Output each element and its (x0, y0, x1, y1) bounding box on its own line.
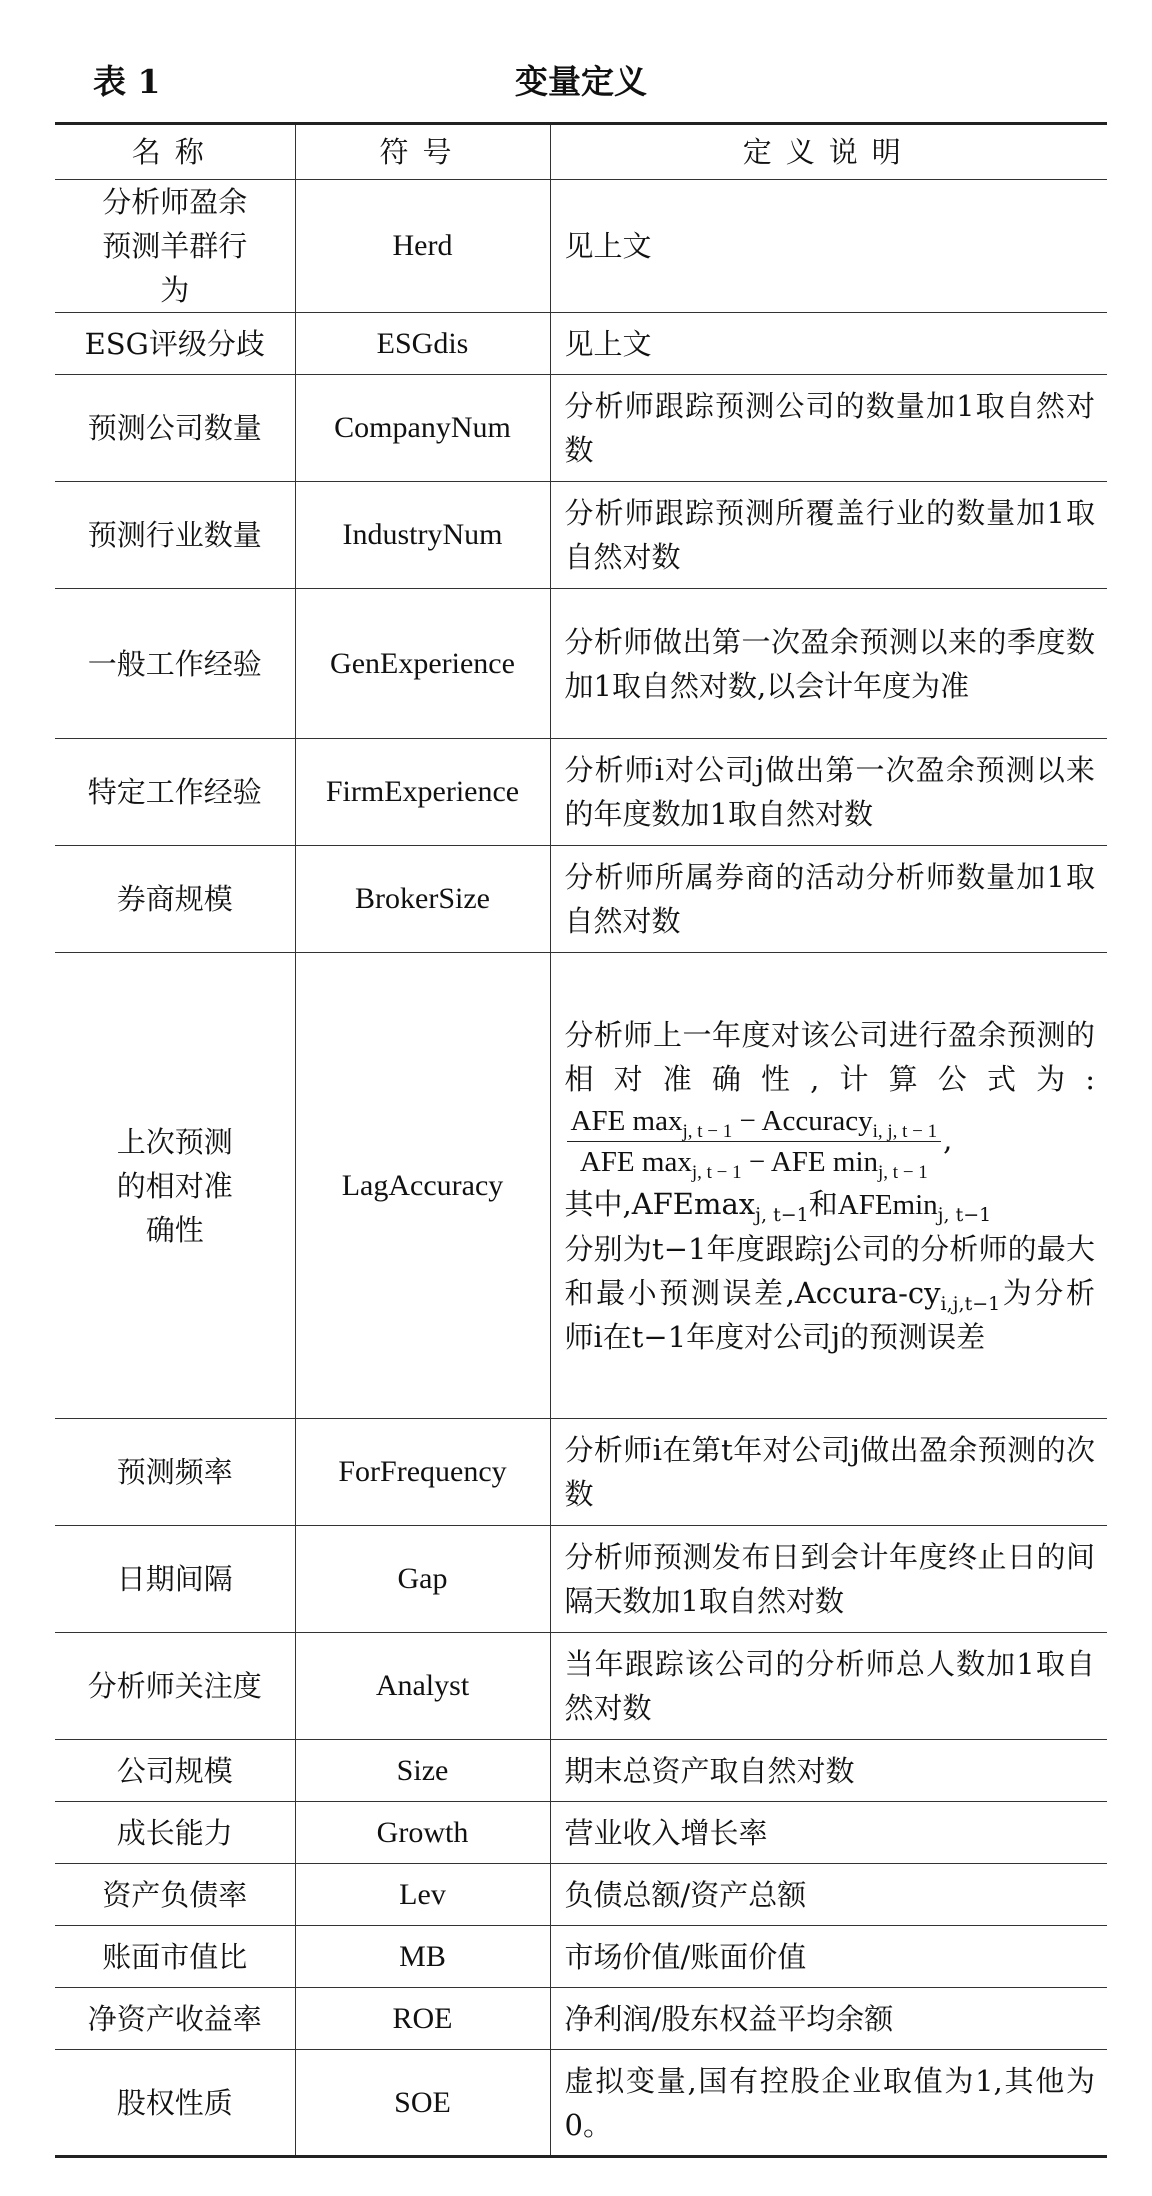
row-symbol: Gap (295, 1526, 550, 1633)
table-row (55, 375, 1107, 482)
formula-denominator (567, 1142, 942, 1182)
formula-term: − Accuracy (732, 1104, 873, 1137)
row-name: ESG评级分歧 (55, 313, 295, 375)
row-symbol: CompanyNum (295, 375, 550, 482)
row-name: 预测频率 (55, 1419, 295, 1526)
document-page (55, 0, 1107, 2158)
row-symbol: Growth (295, 1802, 550, 1864)
row-definition: 见上文 (550, 180, 1107, 313)
row-name: 上次预测的相对准确性 (55, 953, 295, 1419)
table-row (55, 1864, 1107, 1926)
formula-subscript: j, t − 1 (691, 1161, 742, 1183)
table-row (55, 1988, 1107, 2050)
def-text: AFEmin (837, 1188, 938, 1221)
def-text: 和 (808, 1186, 838, 1221)
table-row (55, 2050, 1107, 2157)
row-name: 日期间隔 (55, 1526, 295, 1633)
row-definition: 营业收入增长率 (550, 1802, 1107, 1864)
row-symbol: IndustryNum (295, 482, 550, 589)
table-header-row (55, 124, 1107, 180)
row-symbol: Lev (295, 1864, 550, 1926)
table-row (55, 953, 1107, 1419)
row-symbol: Herd (295, 180, 550, 313)
def-text: 为分析师i在t−1年度对公司j的预测误差 (564, 1275, 1095, 1354)
accuracy-formula (567, 1101, 942, 1182)
row-name: 特定工作经验 (55, 739, 295, 846)
row-definition-lagaccuracy (550, 953, 1107, 1419)
table-caption (55, 0, 1107, 122)
table-row (55, 1419, 1107, 1526)
formula-term: − AFE min (741, 1145, 879, 1178)
table-row (55, 180, 1107, 313)
row-name: 净资产收益率 (55, 1988, 295, 2050)
row-definition: 分析师跟踪预测公司的数量加1取自然对数 (550, 375, 1107, 482)
table-number: 表 1 (93, 62, 161, 101)
row-definition: 市场价值/账面价值 (550, 1926, 1107, 1988)
formula-subscript: j, t − 1 (682, 1120, 733, 1142)
variable-definition-table (55, 122, 1107, 2158)
row-definition: 分析师i对公司j做出第一次盈余预测以来的年度数加1取自然对数 (550, 739, 1107, 846)
table-row (55, 482, 1107, 589)
table-row (55, 1802, 1107, 1864)
formula-subscript: i, j, t − 1 (872, 1120, 938, 1142)
row-definition: 期末总资产取自然对数 (550, 1740, 1107, 1802)
row-name: 股权性质 (55, 2050, 295, 2157)
row-symbol: Analyst (295, 1633, 550, 1740)
header-definition: 定义说明 (550, 124, 1107, 180)
def-text: 分析师上一年度对该公司进行盈余预测的相对准确性,计算公式为: (564, 1017, 1095, 1096)
table-row (55, 1526, 1107, 1633)
row-symbol: GenExperience (295, 589, 550, 739)
table-row (55, 1740, 1107, 1802)
def-text: 其中,AFEmax (564, 1186, 756, 1221)
header-symbol: 符号 (295, 124, 550, 180)
row-symbol: SOE (295, 2050, 550, 2157)
row-name: 资产负债率 (55, 1864, 295, 1926)
row-name: 预测公司数量 (55, 375, 295, 482)
row-name: 预测行业数量 (55, 482, 295, 589)
row-definition: 净利润/股东权益平均余额 (550, 1988, 1107, 2050)
row-definition: 虚拟变量,国有控股企业取值为1,其他为0。 (550, 2050, 1107, 2157)
row-definition: 负债总额/资产总额 (550, 1864, 1107, 1926)
def-text: , (943, 1122, 953, 1156)
row-symbol: FirmExperience (295, 739, 550, 846)
table-row (55, 739, 1107, 846)
row-symbol: ROE (295, 1988, 550, 2050)
row-definition: 分析师所属券商的活动分析师数量加1取自然对数 (550, 846, 1107, 953)
row-definition: 分析师i在第t年对公司j做出盈余预测的次数 (550, 1419, 1107, 1526)
table-row (55, 1926, 1107, 1988)
row-name: 券商规模 (55, 846, 295, 953)
table-row (55, 846, 1107, 953)
table-row (55, 1633, 1107, 1740)
row-name: 公司规模 (55, 1740, 295, 1802)
row-symbol: BrokerSize (295, 846, 550, 953)
def-subscript: i,j,t−1 (940, 1292, 1001, 1315)
row-definition: 分析师跟踪预测所覆盖行业的数量加1取自然对数 (550, 482, 1107, 589)
row-definition: 见上文 (550, 313, 1107, 375)
table-title: 变量定义 (515, 62, 647, 101)
row-symbol: MB (295, 1926, 550, 1988)
formula-term: AFE max (579, 1145, 692, 1178)
header-name: 名称 (55, 124, 295, 180)
def-text: 分别为t−1年度跟踪j公司的分析师的最大和最小预测误差,Accura-cy (564, 1231, 1095, 1310)
formula-term: AFE max (570, 1104, 683, 1137)
row-name: 分析师盈余预测羊群行为 (55, 180, 295, 313)
row-symbol: ForFrequency (295, 1419, 550, 1526)
row-definition: 分析师预测发布日到会计年度终止日的间隔天数加1取自然对数 (550, 1526, 1107, 1633)
formula-numerator (567, 1101, 942, 1142)
row-name: 账面市值比 (55, 1926, 295, 1988)
def-subscript: j, t−1 (937, 1203, 992, 1226)
row-definition: 分析师做出第一次盈余预测以来的季度数加1取自然对数,以会计年度为准 (550, 589, 1107, 739)
def-subscript: j, t−1 (755, 1203, 809, 1226)
table-row (55, 313, 1107, 375)
row-symbol: ESGdis (295, 313, 550, 375)
row-name: 成长能力 (55, 1802, 295, 1864)
row-symbol: Size (295, 1740, 550, 1802)
row-symbol: LagAccuracy (295, 953, 550, 1419)
formula-subscript: j, t − 1 (878, 1161, 928, 1183)
row-definition: 当年跟踪该公司的分析师总人数加1取自然对数 (550, 1633, 1107, 1740)
row-name: 一般工作经验 (55, 589, 295, 739)
table-row (55, 589, 1107, 739)
row-name: 分析师关注度 (55, 1633, 295, 1740)
